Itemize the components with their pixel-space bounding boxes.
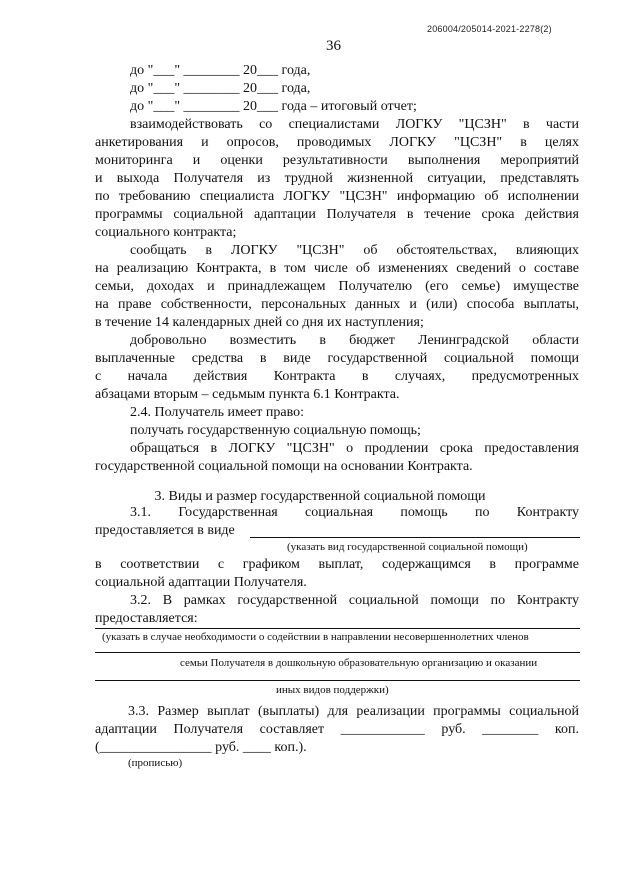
clause-3-2-blank-1 [95, 628, 580, 629]
clause-3-3-hint: (прописью) [128, 757, 183, 769]
para1-line-1: взаимодействовать со специалистами ЛОГКУ "ЦСЗН" в части [130, 117, 579, 132]
clause-3-1-hint: (указать вид государственной социальной помощи) [287, 541, 528, 553]
clause-3-2-hint-3: иных видов поддержки) [276, 684, 389, 696]
clause-3-2-line-2: предоставляется: [95, 611, 198, 626]
clause-3-1-line-1: 3.1. Государственная социальная помощь по Контракту [130, 505, 579, 520]
clause-3-3-line-2: адаптации Получателя составляет ____________ руб. ________ коп. [95, 722, 579, 737]
clause-3-3-line-3: (________________ руб. ____ коп.). [95, 740, 307, 755]
clause-3-2-hint-1: (указать в случае необходимости о содействии в направлении несовершеннолетних членов [102, 631, 529, 643]
page-number: 36 [326, 38, 341, 54]
para1-line-4: и выхода Получателя из трудной жизненной ситуации, представлять [95, 171, 579, 186]
para2-line-4: на праве собственности, персональных данных и (или) способа выплаты, [95, 297, 579, 312]
clause-3-1-line-3: в соответствии с графиком выплат, содержащимся в программе [95, 557, 579, 572]
para3-line-2: выплаченные средства в виде государственной социальной помощи [95, 351, 579, 366]
para2-line-1: сообщать в ЛОГКУ "ЦСЗН" об обстоятельствах, влияющих [130, 243, 579, 258]
para3-line-4: абзацами вторым – седьмым пункта 6.1 Контракта. [95, 387, 400, 402]
para1-line-3: мониторинга и оценки результативности выполнения мероприятий [95, 153, 579, 168]
clause-3-2-line-1: 3.2. В рамках государственной социальной помощи по Контракту [130, 593, 579, 608]
clause-2-4-item-2-line-2: государственной социальной помощи на основании Контракта. [95, 459, 473, 474]
date-line-3: до "___" ________ 20___ года – итоговый отчет; [130, 99, 417, 114]
clause-2-4: 2.4. Получатель имеет право: [130, 405, 305, 420]
para2-line-3: семьи, доходах и принадлежащем Получателю (его семье) имуществе [95, 279, 579, 294]
clause-2-4-item-2-line-1: обращаться в ЛОГКУ "ЦСЗН" о продлении срока предоставления [130, 441, 579, 456]
para1-line-7: социального контракта; [95, 225, 237, 240]
section-3-title: 3. Виды и размер государственной социальной помощи [154, 489, 486, 504]
date-line-1: до "___" ________ 20___ года, [130, 63, 311, 78]
date-line-2: до "___" ________ 20___ года, [130, 81, 311, 96]
clause-2-4-item-1: получать государственную социальную помощь; [130, 423, 421, 438]
clause-3-1-blank [250, 537, 580, 538]
para3-line-1: добровольно возместить в бюджет Ленинградской области [130, 333, 579, 348]
clause-3-2-blank-3 [95, 680, 580, 681]
para1-line-2: анкетирования и опросов, проводимых ЛОГКУ "ЦСЗН" в целях [95, 135, 579, 150]
para2-line-5: в течение 14 календарных дней со дня их наступления; [95, 315, 424, 330]
para1-line-6: программы социальной адаптации Получателя в течение срока действия [95, 207, 579, 222]
clause-3-1-line-4: социальной адаптации Получателя. [95, 575, 307, 590]
para3-line-3: с начала действия Контракта в случаях, предусмотренных [95, 369, 579, 384]
clause-3-3-line-1: 3.3. Размер выплат (выплаты) для реализации программы социальной [128, 704, 579, 719]
document-number: 206004/205014-2021-2278(2) [427, 24, 552, 34]
para1-line-5: по требованию специалиста ЛОГКУ "ЦСЗН" информацию об исполнении [95, 189, 579, 204]
clause-3-1-line-2: предоставляется в виде [95, 523, 235, 538]
clause-3-2-hint-2: семьи Получателя в дошкольную образовательную организацию и оказании [180, 657, 538, 669]
clause-3-2-blank-2 [95, 652, 580, 653]
para2-line-2: на реализацию Контракта, в том числе об изменениях сведений о составе [95, 261, 579, 276]
